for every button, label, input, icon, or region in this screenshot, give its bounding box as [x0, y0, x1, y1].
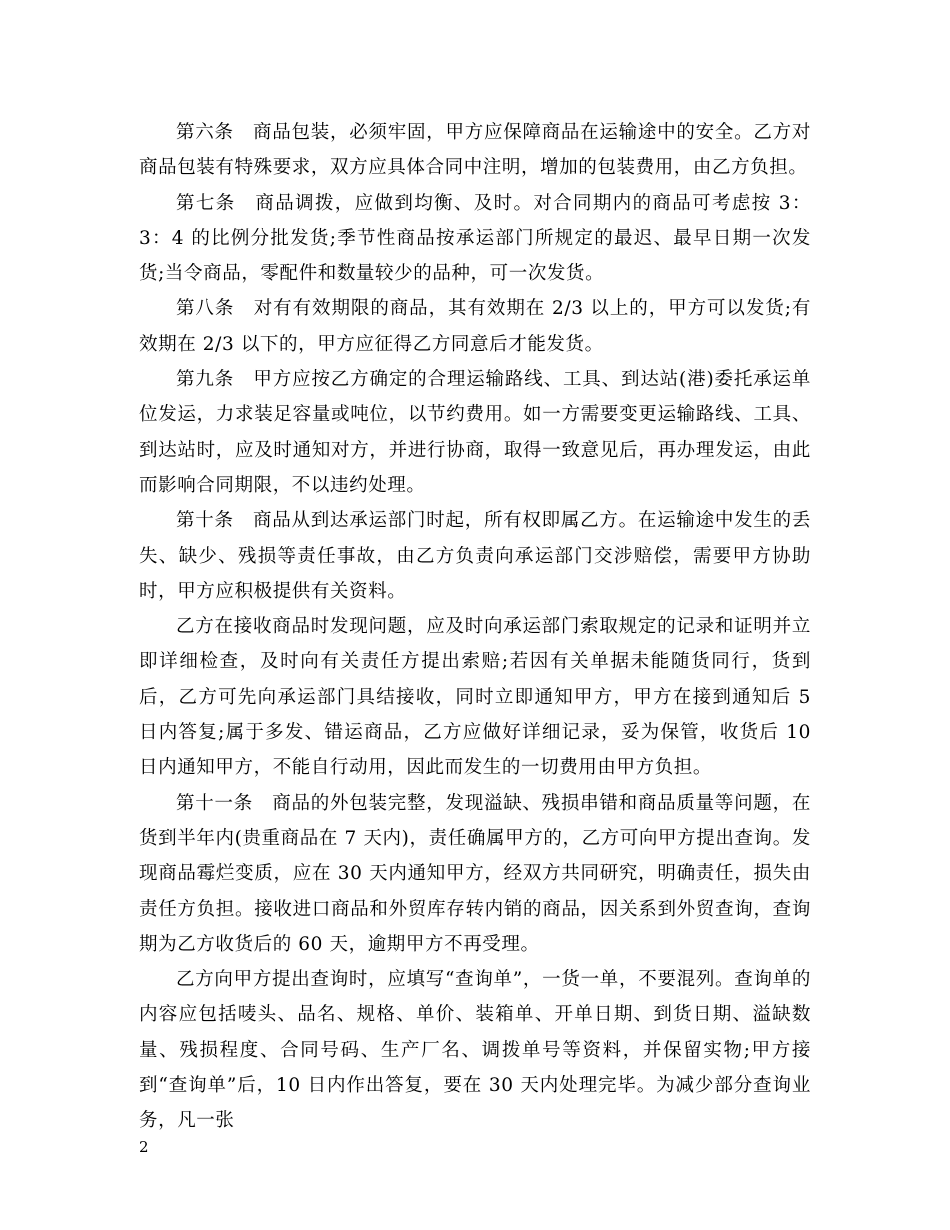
- paragraph-article-7: 第七条 商品调拨，应做到均衡、及时。对合同期内的商品可考虑按 3：3：4 的比例分批发货;季节性商品按承运部门所规定的最迟、最早日期一次发货;当令商品，零配件和数量较少的品种，可一次发货。: [139, 192, 811, 285]
- document-body: [139, 115, 811, 1139]
- paragraph-article-6: 第六条 商品包装，必须牢固，甲方应保障商品在运输途中的安全。乙方对商品包装有特殊要求，双方应具体合同中注明，增加的包装费用，由乙方负担。: [139, 122, 811, 179]
- paragraph-article-11: 第十一条 商品的外包装完整，发现溢缺、残损串错和商品质量等问题，在货到半年内(贵重商品在 7 天内)，责任确属甲方的，乙方可向甲方提出查询。发现商品霉烂变质，应在 30 天内通知甲方，经双方共同研究，明确责任，损失由责任方负担。接收进口商品和外贸库存转内销的商品，因关系到外贸查询，查询期为乙方收货后的 60 天，逾期甲方不再受理。: [139, 792, 811, 955]
- page-number: 2: [139, 1138, 149, 1156]
- paragraph-article-10: 第十条 商品从到达承运部门时起，所有权即属乙方。在运输途中发生的丢失、缺少、残损等责任事故，由乙方负责向承运部门交涉赔偿，需要甲方协助时，甲方应积极提供有关资料。: [139, 510, 811, 602]
- paragraph-article-9: 第九条 甲方应按乙方确定的合理运输路线、工具、到达站(港)委托承运单位发运，力求装足容量或吨位，以节约费用。如一方需要变更运输路线、工具、到达站时，应及时通知对方，并进行协商，取得一致意见后，再办理发运，由此而影响合同期限，不以违约处理。: [139, 369, 811, 496]
- paragraph-query-form: 乙方向甲方提出查询时，应填写“查询单”，一货一单，不要混列。查询单的内容应包括唛头、品名、规格、单价、装箱单、开单日期、到货日期、溢缺数量、残损程度、合同号码、生产厂名、调拨单号等资料，并保留实物;甲方接到“查询单”后，10 日内作出答复，要在 30 天内处理完毕。为减少部分查询业务，凡一张: [139, 969, 811, 1132]
- paragraph-receiving-issues: 乙方在接收商品时发现问题，应及时向承运部门索取规定的记录和证明并立即详细检查，及时向有关责任方提出索赔;若因有关单据未能随货同行，货到后，乙方可先向承运部门具结接收，同时立即通知甲方，甲方在接到通知后 5 日内答复;属于多发、错运商品，乙方应做好详细记录，妥为保管，收货后 10 日内通知甲方，不能自行动用，因此而发生的一切费用由甲方负担。: [139, 616, 811, 779]
- paragraph-article-8: 第八条 对有有效期限的商品，其有效期在 2/3 以上的，甲方可以发货;有效期在 2/3 以下的，甲方应征得乙方同意后才能发货。: [139, 298, 811, 355]
